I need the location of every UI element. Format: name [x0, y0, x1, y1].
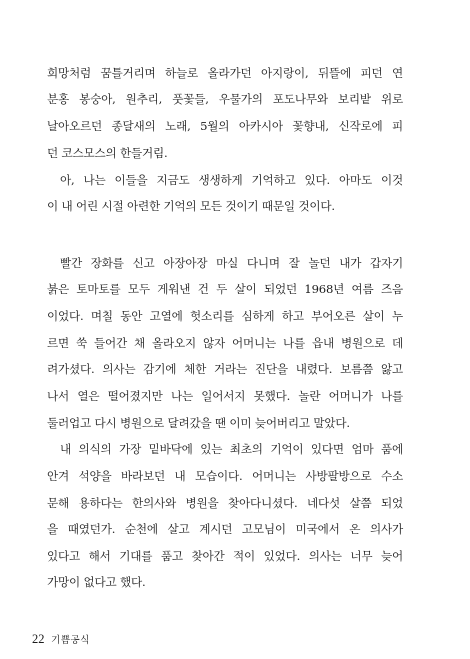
body-line: 희망처럼 꿈틀거리며 하늘로 올라가던 아지랑이, 뒤뜰에 피던 연: [47, 66, 403, 80]
running-title: 기쁨공식: [51, 635, 90, 646]
body-line: 빨간 장화를 신고 아장아장 마실 다니며 잘 놀던 내가 갑자기: [60, 256, 403, 270]
body-line: 이 내 어린 시절 아련한 기억의 모든 것이기 때문일 것이다.: [47, 199, 335, 213]
body-line: 이었다. 며칠 동안 고열에 헛소리를 심하게 하고 부어오른 살이 누: [47, 309, 403, 323]
body-line: 분홍 봉숭아, 원추리, 풋꽃들, 우물가의 포도나무와 보리밭 위로: [47, 92, 403, 106]
body-line: 던 코스모스의 한들거림.: [47, 146, 168, 160]
page-number: 22: [32, 632, 45, 646]
body-line: 가망이 없다고 했다.: [47, 575, 146, 589]
body-line: 려가셨다. 의사는 감기에 체한 거라는 진단을 내렸다. 보름쯤 앓고: [47, 362, 403, 376]
page-footer: [32, 632, 90, 648]
body-line: 문해 용하다는 한의사와 병원을 찾아다니셨다. 네다섯 살쯤 되었: [47, 496, 403, 510]
body-line: 둘러업고 다시 병원으로 달려갔을 땐 이미 늦어버리고 말았다.: [47, 416, 350, 430]
body-line: 나서 열은 떨어졌지만 나는 일어서지 못했다. 놀란 어머니가 나를: [47, 389, 403, 403]
body-line: 르면 쑥 들어간 채 올라오지 않자 어머니는 나를 읍내 병원으로 데: [47, 336, 403, 350]
body-line: 날아오르던 종달새의 노래, 5월의 아카시아 꽃향내, 신작로에 피: [47, 119, 403, 133]
body-line: 을 때였던가. 순천에 살고 계시던 고모님이 미국에서 온 의사가: [47, 522, 403, 536]
body-line: 아, 나는 이들을 지금도 생생하게 기억하고 있다. 아마도 이것: [60, 173, 403, 187]
body-line: 내 의식의 가장 밑바닥에 있는 최초의 기억이 있다면 엄마 품에: [60, 442, 403, 456]
body-line: 안겨 석양을 바라보던 내 모습이다. 어머니는 사방팔방으로 수소: [47, 469, 403, 483]
body-line: 붉은 토마토를 모두 게워낸 건 두 살이 되었던 1968년 여름 즈음: [47, 282, 403, 296]
body-line: 있다고 해서 기대를 품고 찾아간 적이 있었다. 의사는 너무 늦어: [47, 549, 403, 563]
